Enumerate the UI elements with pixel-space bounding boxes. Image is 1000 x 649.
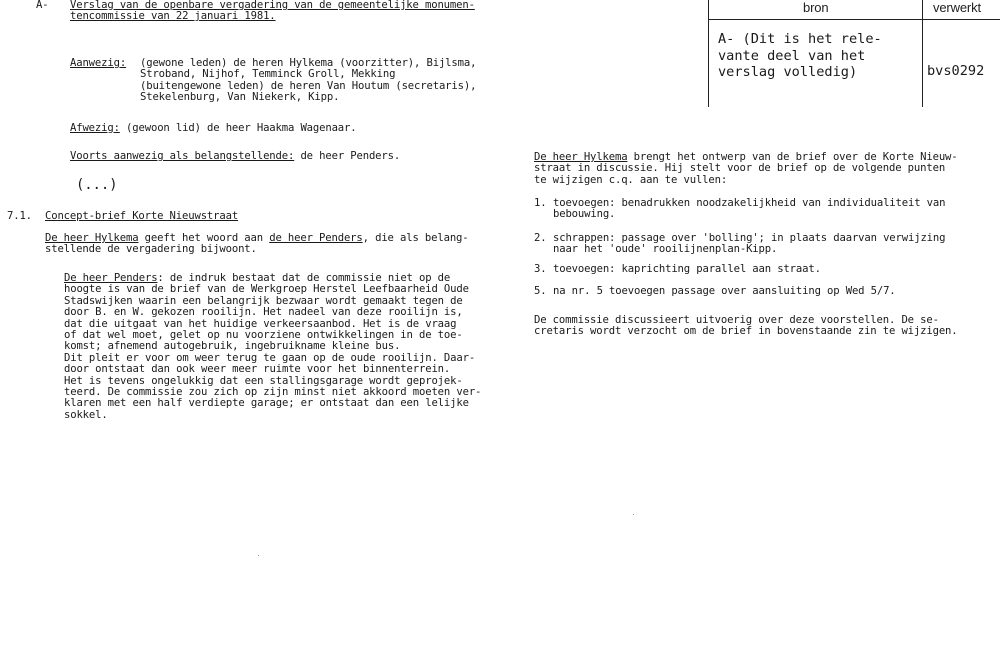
source-table xyxy=(708,0,1000,107)
hylkema-proposal xyxy=(534,152,958,186)
point-item xyxy=(553,286,896,297)
statement-text: : de indruk bestaat dat de commissie niet op de xyxy=(157,272,451,284)
bron-line: verslag volledig) xyxy=(718,64,858,80)
point-number: 1. xyxy=(534,197,547,209)
interested-line xyxy=(70,151,400,162)
bron-line: vante deel van het xyxy=(718,47,866,64)
intro-text: , die als belang- xyxy=(362,232,469,244)
report-title xyxy=(70,0,475,23)
statement-line: hoogte is van de brief van de Werkgroep Herstel Leefbaarheid Oude xyxy=(64,283,469,296)
speaker-penders: De heer Penders xyxy=(64,272,158,284)
present-label-text: Aanwezig: xyxy=(70,57,127,69)
item-number: 7.1. xyxy=(7,210,32,222)
present-label xyxy=(70,58,126,69)
statement-line: sokkel. xyxy=(64,408,108,421)
bron-line: A- (Dit is het rele- xyxy=(718,31,882,47)
column-header-verwerkt: verwerkt xyxy=(933,0,981,15)
absent-text: (gewoon lid) de heer Haakma Wagenaar. xyxy=(119,122,357,134)
statement-line: komst; afnemend autogebruik, ingebruikname kleine bus. xyxy=(64,340,401,353)
item-intro xyxy=(45,233,469,256)
column-header-bron: bron xyxy=(803,0,829,15)
statement-line: Het is tevens ongelukkig dat een stallingsgarage wordt geprojek- xyxy=(64,374,463,387)
absent-label: Afwezig: xyxy=(70,122,120,134)
proposal-line: straat in discussie. Hij stelt voor de brief op de volgende punten xyxy=(534,162,946,175)
header-marker: A- xyxy=(36,0,49,11)
item-title xyxy=(45,211,238,222)
present-line: (gewone leden) de heren Hylkema (voorzitter), Bijlsma, xyxy=(140,57,477,69)
statement-line: of dat wel moet, gelet op nu voorziene ontwikkelingen in de toe- xyxy=(64,329,463,342)
conclusion xyxy=(534,315,958,338)
statement-line: teerd. De commissie zou zich op zijn minst niet akkoord moeten ver- xyxy=(64,386,482,399)
point-line: toevoegen: kaprichting parallel aan straat. xyxy=(553,263,821,275)
point-number: 3. xyxy=(534,263,547,275)
scan-speck xyxy=(633,514,634,515)
point-line: bebouwing. xyxy=(553,208,616,221)
point-line: na nr. 5 toevoegen passage over aansluiting op Wed 5/7. xyxy=(553,285,896,297)
statement-line: door ontstaat dan ook weer meer ruimte voor het binnenterrein. xyxy=(64,363,451,376)
present-line: Stroband, Nijhof, Temminck Groll, Mekking xyxy=(140,68,396,81)
interested-text: de heer Penders. xyxy=(294,150,401,162)
conclusion-line: De commissie discussieert uitvoerig over deze voorstellen. De se- xyxy=(534,314,939,326)
point-line: schrappen: passage over 'bolling'; in plaats daarvan verwijzing xyxy=(553,232,946,244)
intro-text: geeft het woord aan xyxy=(138,232,270,244)
interested-label: Voorts aanwezig als belangstellende: xyxy=(70,150,295,162)
point-number: 5. xyxy=(534,285,547,297)
proposal-line: te wijzigen c.q. aan te vullen: xyxy=(534,173,728,186)
verwerkt-cell: bvs0292 xyxy=(927,63,985,79)
absent-line xyxy=(70,123,357,134)
statement-line: door B. en W. gekozen rooilijn. Het nadeel van deze rooilijn is, xyxy=(64,306,463,319)
ellipsis: (...) xyxy=(76,177,118,193)
present-line: Stekelenburg, Van Niekerk, Kipp. xyxy=(140,91,340,104)
statement-line: Stadswijken waarin een belangrijk bezwaar wordt gemaakt tegen de xyxy=(64,294,463,307)
point-item xyxy=(553,264,821,275)
speaker-hylkema: De heer Hylkema xyxy=(534,151,628,163)
point-line: naar het 'oude' rooilijnenplan-Kipp. xyxy=(553,243,778,256)
statement-line: dat die uitgaat van het huidige verkeersaanbod. Het is de vraag xyxy=(64,317,457,330)
bron-cell xyxy=(718,31,882,81)
statement-line: Dit pleit er voor om weer terug te gaan op de oude rooilijn. Daar- xyxy=(64,351,476,364)
point-item xyxy=(553,198,945,221)
title-line: tencommissie van 22 januari 1981. xyxy=(70,10,276,23)
speaker-hylkema: De heer Hylkema xyxy=(45,232,139,244)
conclusion-line: cretaris wordt verzocht om de brief in bovenstaande zin te wijzigen. xyxy=(534,325,958,338)
present-line: (buitengewone leden) de heren Van Houtum (secretaris), xyxy=(140,79,477,92)
present-list xyxy=(140,58,476,104)
proposal-text: brengt het ontwerp van de brief over de Korte Nieuw- xyxy=(627,151,958,163)
penders-statement xyxy=(64,273,481,421)
statement-line: klaren met een half verdiepte garage; er ontstaat dan een lelijke xyxy=(64,397,469,410)
item-title-text: Concept-brief Korte Nieuwstraat xyxy=(45,210,239,222)
point-number: 2. xyxy=(534,232,547,244)
speaker-penders: de heer Penders xyxy=(269,232,363,244)
point-line: toevoegen: benadrukken noodzakelijkheid van individualiteit van xyxy=(553,197,946,209)
scan-speck xyxy=(258,555,259,556)
title-line: Verslag van de openbare vergadering van de gemeentelijke monumen- xyxy=(70,0,475,11)
intro-line: stellende de vergadering bijwoont. xyxy=(45,243,257,256)
point-item xyxy=(553,233,945,256)
